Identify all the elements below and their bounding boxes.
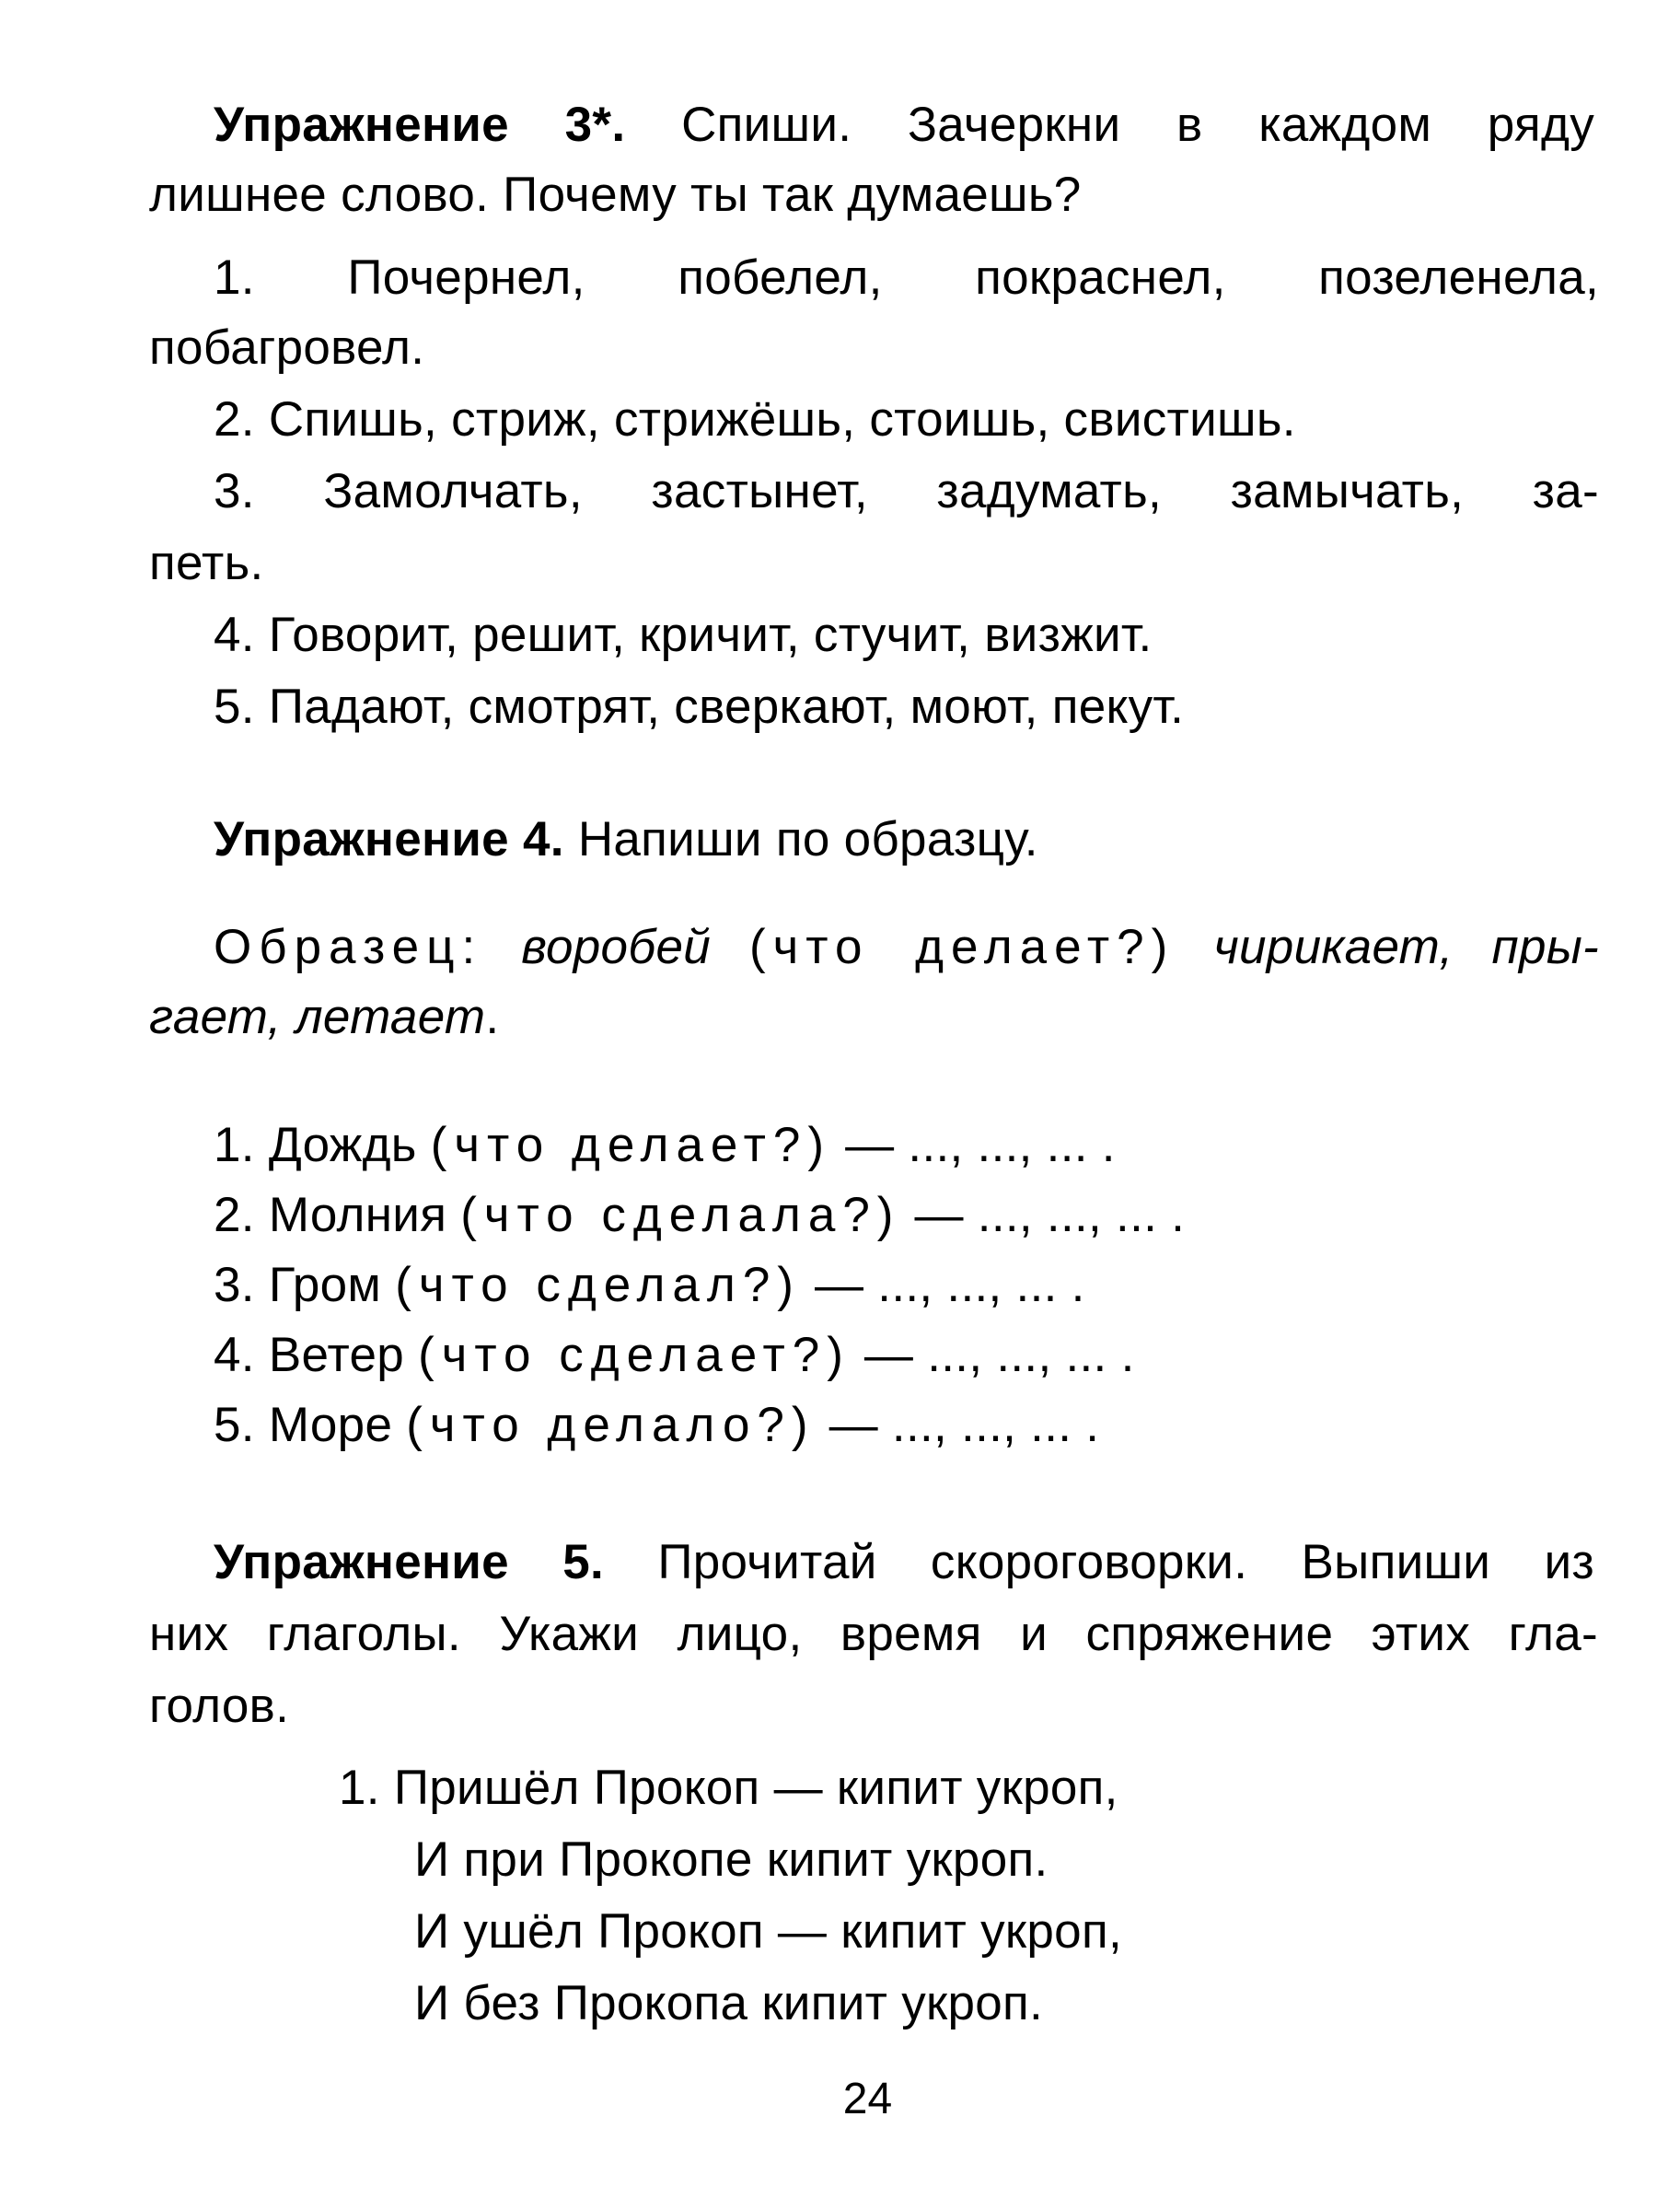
ex4-item-blanks: — ..., ..., ... . (914, 1188, 1186, 1242)
ex4-heading-line (214, 810, 1038, 869)
ex4-item-number: 5. (214, 1398, 255, 1452)
ex4-item-number: 1. (214, 1118, 255, 1172)
ex4-item-blanks: — ..., ..., ... . (845, 1118, 1116, 1172)
ex4-sample-end: . (485, 990, 500, 1044)
ex3-instruction-line2: лишнее слово. Почему ты так думаешь? (149, 168, 1082, 222)
ex5-poem-line-3: И ушёл Прокоп — кипит укроп, (414, 1904, 1122, 1959)
ex4-instruction: Напиши по образцу. (577, 812, 1038, 866)
ex4-sample-question: (что делает?) (749, 920, 1176, 974)
ex4-item-word: Дождь (268, 1118, 417, 1172)
ex4-sample-line2 (149, 988, 499, 1047)
ex4-sample-line1 (214, 918, 1599, 977)
ex4-item-number: 3. (214, 1258, 255, 1312)
ex5-instruction-line2: них глаголы. Укажи лицо, время и спряжение этих гла- (149, 1607, 1598, 1661)
ex4-item-question: (что сделает?) (418, 1328, 851, 1382)
ex4-item-3 (214, 1256, 1085, 1315)
ex4-item-question: (что делает?) (430, 1118, 832, 1172)
ex3-row-4: 4. Говорит, решит, кричит, стучит, визжит. (214, 608, 1153, 662)
ex3-row-2: 2. Спишь, стриж, стрижёшь, стоишь, свистишь. (214, 392, 1296, 447)
ex4-item-blanks: — ..., ..., ... . (863, 1328, 1135, 1382)
ex4-item-number: 4. (214, 1328, 255, 1382)
ex4-item-word: Ветер (268, 1328, 405, 1382)
ex4-item-blanks: — ..., ..., ... . (814, 1258, 1085, 1312)
ex4-item-question: (что сделал?) (395, 1258, 801, 1312)
ex5-instruction-part1: Прочитай скороговорки. Выпиши из (657, 1535, 1595, 1589)
ex4-item-question: (что делало?) (406, 1398, 816, 1452)
ex3-row-3: 3. Замолчать, застынет, задумать, замычать, за- (214, 464, 1599, 518)
ex5-instruction-line3: голов. (149, 1679, 290, 1733)
page-number: 24 (842, 2075, 893, 2123)
ex3-instruction-part1: Спиши. Зачеркни в каждом ряду (681, 98, 1595, 152)
ex3-row-5: 5. Падают, смотрят, сверкают, моют, пекут. (214, 680, 1185, 734)
ex4-item-4 (214, 1326, 1135, 1385)
ex3-row-3-cont: петь. (149, 536, 264, 590)
ex4-sample-answer-part1: чирикает, пры- (1213, 920, 1599, 974)
ex4-item-question: (что сделала?) (460, 1188, 901, 1242)
ex5-title: Упражнение 5. (214, 1535, 605, 1589)
ex4-item-number: 2. (214, 1188, 255, 1242)
ex4-item-2 (214, 1186, 1185, 1245)
ex4-sample-answer-part2: гает, летает (149, 990, 486, 1044)
ex4-sample-word: воробей (521, 920, 711, 974)
ex5-poem-line-4: И без Прокопа кипит укроп. (414, 1976, 1044, 2030)
ex5-heading-line (214, 1533, 1594, 1592)
ex3-row-1-cont: побагровел. (149, 320, 425, 375)
ex4-title: Упражнение 4. (214, 812, 564, 866)
ex3-title: Упражнение 3*. (214, 98, 626, 152)
ex4-item-word: Гром (268, 1258, 382, 1312)
ex4-item-1 (214, 1116, 1116, 1175)
ex4-item-word: Море (268, 1398, 393, 1452)
ex5-poem-line-2: И при Прокопе кипит укроп. (414, 1832, 1049, 1887)
ex3-heading-line (214, 96, 1594, 155)
ex4-item-word: Молния (268, 1188, 447, 1242)
ex4-item-5 (214, 1396, 1099, 1455)
ex4-item-blanks: — ..., ..., ... . (828, 1398, 1100, 1452)
ex5-poem-line-1: 1. Пришёл Прокоп — кипит укроп, (339, 1761, 1118, 1815)
ex4-sample-label: Образец: (214, 920, 483, 974)
ex3-row-1: 1. Почернел, побелел, покраснел, позеленела, (214, 250, 1599, 305)
